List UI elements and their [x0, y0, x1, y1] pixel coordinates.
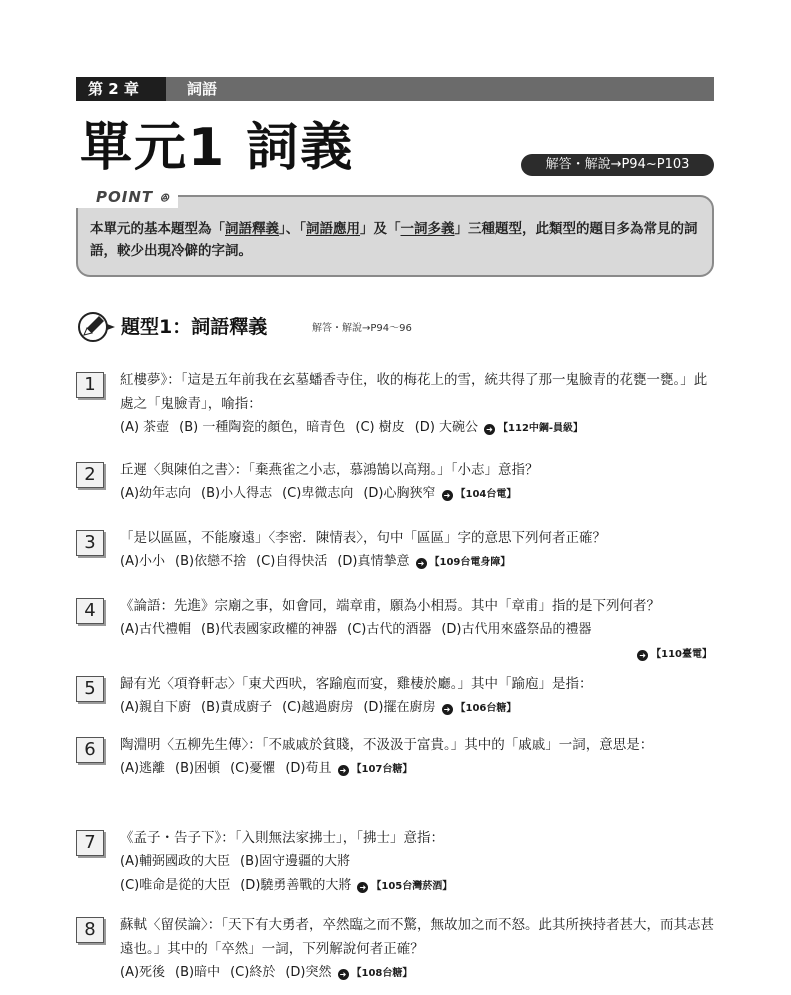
- option-c: (C)憂懼: [230, 761, 276, 776]
- question-number: 8: [76, 917, 104, 943]
- question-source: 【104台電】: [455, 489, 517, 500]
- question-options: [120, 550, 716, 575]
- question-stem: 陶淵明〈五柳先生傳〉：「不戚戚於貧賤，不汲汲于富貴。」其中的「戚戚」一詞，意思是：: [120, 737, 654, 753]
- question-source: 【106台糖】: [455, 703, 517, 714]
- option-b: (B)小人得志: [201, 486, 273, 501]
- question-type-title: 題型1：詞語釋義: [121, 316, 268, 338]
- option-c: (C) 樹皮: [355, 420, 405, 435]
- question-body: [120, 826, 716, 899]
- option-a: (A)逃離: [120, 761, 166, 776]
- question-options: [120, 961, 716, 986]
- arrow-right-icon: ➜: [357, 882, 368, 893]
- option-a: (A)小小: [120, 554, 166, 569]
- option-c: (C)古代的酒器: [347, 622, 432, 637]
- question-options-row-2: [120, 874, 716, 899]
- point-label-text: POINT: [96, 188, 154, 206]
- chapter-bar: [76, 77, 714, 101]
- option-c: (C)終於: [230, 965, 276, 980]
- option-d: (D)擺在廚房: [363, 700, 436, 715]
- question-number: 5: [76, 676, 104, 702]
- question-options: [120, 696, 716, 721]
- question-options: [120, 482, 716, 507]
- answer-reference-badge: 解答・解說→P94~P103: [521, 154, 714, 176]
- option-d: (D) 大碗公: [414, 420, 479, 435]
- question-number: 4: [76, 598, 104, 624]
- option-a: (A)親自下廚: [120, 700, 192, 715]
- question-stem: 丘遲〈與陳伯之書〉：「棄燕雀之小志，慕鴻鵠以高翔。」「小志」意指？: [120, 462, 539, 478]
- option-a: (A)輔弼國政的大臣: [120, 854, 231, 869]
- arrow-right-icon: ➜: [442, 490, 453, 501]
- chapter-number: 第 2 章: [76, 77, 166, 101]
- question-stem: 《論語：先進》宗廟之事，如會同，端章甫，願為小相焉。其中「章甫」指的是下列何者？: [120, 598, 660, 614]
- point-text-part: 」、「: [279, 221, 306, 237]
- option-a: (A) 茶壺: [120, 420, 170, 435]
- question-options-row-1: [120, 850, 716, 874]
- question-source: 【112中鋼-員級】: [498, 423, 584, 434]
- question-source: 【109台電身障】: [429, 557, 511, 568]
- question-stem: 歸有光〈項脊軒志〉「東犬西吠，客踰庖而宴，雞棲於廳。」其中「踰庖」是指：: [120, 676, 593, 692]
- arrow-right-icon: ➜: [338, 969, 349, 980]
- question-source: 【108台糖】: [351, 968, 413, 979]
- question-options: [120, 618, 716, 642]
- option-c: (C)唯命是從的大臣: [120, 878, 231, 893]
- unit-title: 單元1 詞義: [80, 118, 355, 178]
- question-stem: 蘇軾〈留侯論〉：「天下有大勇者，卒然臨之而不驚，無故加之而不怒。此其所挾持者甚大，而其志甚遠也。」其中的「卒然」一詞，下列解說何者正確？: [120, 917, 714, 957]
- option-d: (D)古代用來盛祭品的禮器: [441, 622, 592, 637]
- question-stem: 紅樓夢》：「這是五年前我在玄墓蟠香寺住，收的梅花上的雪，統共得了那一鬼臉青的花甕一甕。」此處之「鬼臉青」，喻指：: [120, 372, 708, 412]
- question-number: 6: [76, 737, 104, 763]
- option-b: (B) 一種陶瓷的顏色，暗青色: [179, 420, 346, 435]
- question-stem: 《孟子・告子下》：「入則無法家拂士」，「拂士」意指：: [120, 830, 444, 846]
- question-source: 【107台糖】: [351, 764, 413, 775]
- arrow-right-icon: ➜: [416, 558, 427, 569]
- option-c: (C)越過廚房: [282, 700, 354, 715]
- arrow-right-icon: ➜: [484, 424, 495, 435]
- option-a: (A)古代禮帽: [120, 622, 192, 637]
- chapter-name: 詞語: [187, 80, 218, 98]
- question-body: [120, 733, 716, 782]
- question-number: 7: [76, 830, 104, 856]
- point-text-part: 」及「: [360, 221, 401, 237]
- point-term-3: 一詞多義: [400, 221, 455, 237]
- option-b: (B)責成廚子: [201, 700, 273, 715]
- question-source: 【110臺電】: [651, 649, 712, 660]
- point-label: [76, 186, 178, 208]
- question-source: 【105台灣菸酒】: [371, 881, 453, 892]
- arrow-right-icon: ➜: [442, 704, 453, 715]
- footprint-icon: ꔮ: [159, 191, 170, 205]
- option-a: (A)幼年志向: [120, 486, 192, 501]
- option-d: (D)心胸狹窄: [363, 486, 436, 501]
- option-b: (B)依戀不捨: [175, 554, 247, 569]
- question-body: [120, 913, 716, 986]
- pencil-icon: [77, 310, 117, 344]
- question-source-line: [120, 642, 716, 667]
- question-options: [120, 416, 716, 441]
- question-type-reference: 解答・解說→P94～96: [312, 323, 412, 334]
- option-b: (B)固守邊疆的大將: [240, 854, 351, 869]
- point-text-part: 本單元的基本題型為「: [90, 221, 225, 237]
- option-d: (D)驍勇善戰的大將: [240, 878, 352, 893]
- option-d: (D)真情摯意: [337, 554, 410, 569]
- question-body: [120, 458, 716, 507]
- question-number: 1: [76, 372, 104, 398]
- option-c: (C)卑微志向: [282, 486, 354, 501]
- arrow-right-icon: ➜: [338, 765, 349, 776]
- option-b: (B)暗中: [175, 965, 221, 980]
- option-d: (D)苟且: [285, 761, 332, 776]
- question-body: [120, 594, 716, 667]
- question-stem: 「是以區區，不能廢遠」〈李密．陳情表〉，句中「區區」字的意思下列何者正確？: [120, 530, 606, 546]
- point-term-1: 詞語釋義: [225, 221, 279, 237]
- option-b: (B)困頓: [175, 761, 221, 776]
- option-a: (A)死後: [120, 965, 166, 980]
- question-options: [120, 757, 716, 782]
- point-text-part: 」三種題型，此類型的題目多為常見的詞語，較少出現冷僻的字詞。: [90, 221, 698, 259]
- arrow-right-icon: ➜: [637, 650, 648, 661]
- point-text: [90, 218, 705, 262]
- option-c: (C)自得快活: [256, 554, 328, 569]
- option-d: (D)突然: [285, 965, 332, 980]
- question-number: 3: [76, 530, 104, 556]
- question-body: [120, 672, 716, 721]
- question-body: [120, 368, 716, 441]
- point-term-2: 詞語應用: [306, 221, 360, 237]
- question-number: 2: [76, 462, 104, 488]
- question-body: [120, 526, 716, 575]
- option-b: (B)代表國家政權的神器: [201, 622, 338, 637]
